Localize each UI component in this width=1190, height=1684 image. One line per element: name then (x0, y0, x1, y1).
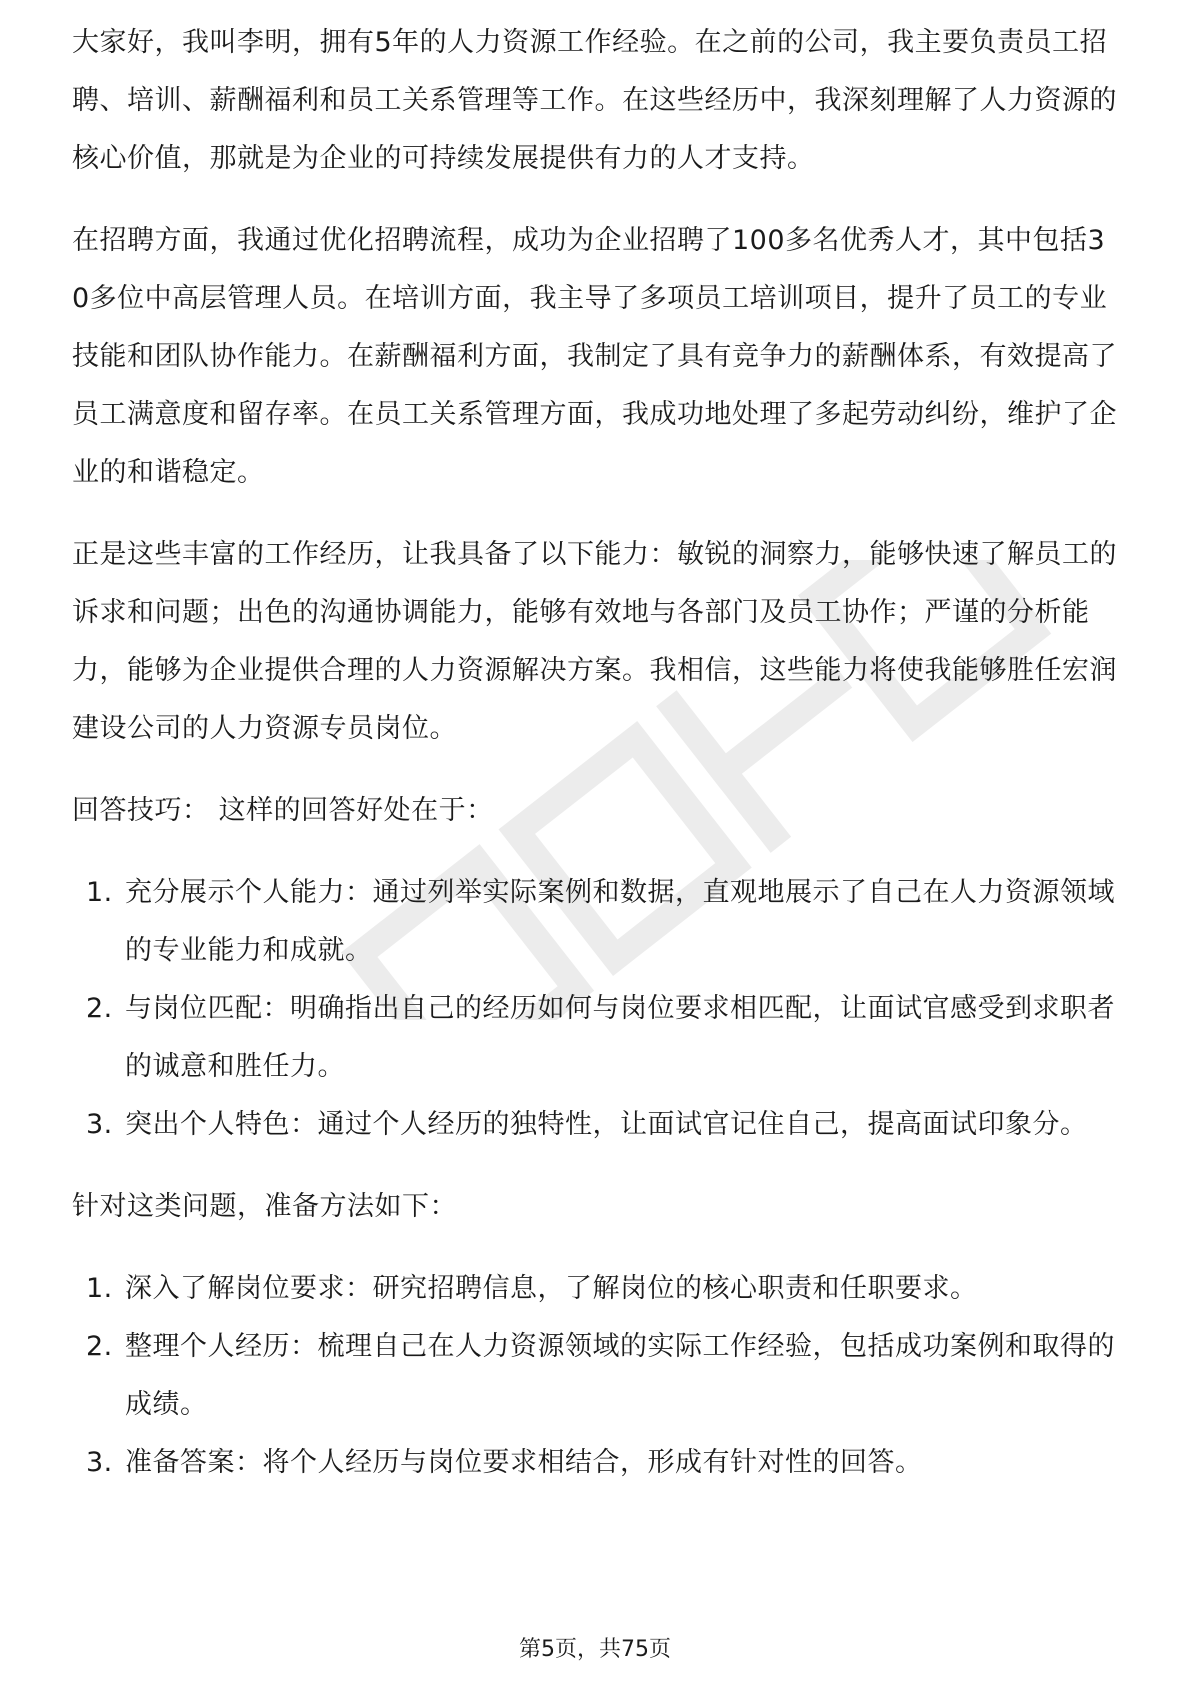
experience-paragraph: 在招聘方面，我通过优化招聘流程，成功为企业招聘了100多名优秀人才，其中包括30多位中高层管理人员。在培训方面，我主导了多项员工培训项目，提升了员工的专业技能和团队协作能力。在薪酬福利方面，我制定了具有竞争力的薪酬体系，有效提高了员工满意度和留存率。在员工关系管理方面，我成功地处理了多起劳动纠纷，维护了企业的和谐稳定。 (72, 225, 1117, 488)
abilities-paragraph: 正是这些丰富的工作经历，让我具备了以下能力：敏锐的洞察力，能够快速了解员工的诉求和问题；出色的沟通协调能力，能够有效地与各部门及员工协作；严谨的分析能力，能够为企业提供合理的人力资源解决方案。我相信，这些能力将使我能够胜任宏润建设公司的人力资源专员岗位。 (72, 539, 1117, 744)
tips-list (72, 864, 1120, 1154)
list-item-text: 深入了解岗位要求：研究招聘信息，了解岗位的核心职责和任职要求。 (125, 1273, 978, 1304)
list-number: 1. (86, 1273, 113, 1304)
list-item (72, 1260, 1120, 1318)
page-footer: 第5页，共75页 (519, 1637, 671, 1662)
list-item (72, 1434, 1120, 1492)
document-body (72, 20, 1120, 1516)
list-item-text: 整理个人经历：梳理自己在人力资源领域的实际工作经验，包括成功案例和取得的成绩。 (125, 1331, 1115, 1420)
list-number: 3. (86, 1447, 113, 1478)
list-item-text: 与岗位匹配：明确指出自己的经历如何与岗位要求相匹配，让面试官感受到求职者的诚意和胜任力。 (125, 993, 1115, 1082)
list-number: 3. (86, 1109, 113, 1140)
list-number: 1. (86, 877, 113, 908)
list-item-text: 准备答案：将个人经历与岗位要求相结合，形成有针对性的回答。 (125, 1447, 923, 1478)
intro-paragraph: 大家好，我叫李明，拥有5年的人力资源工作经验。在之前的公司，我主要负责员工招聘、培训、薪酬福利和员工关系管理等工作。在这些经历中，我深刻理解了人力资源的核心价值，那就是为企业的可持续发展提供有力的人才支持。 (72, 27, 1117, 174)
list-item (72, 980, 1120, 1096)
prep-heading: 针对这类问题，准备方法如下： (72, 1191, 457, 1222)
list-item-text: 突出个人特色：通过个人经历的独特性，让面试官记住自己，提高面试印象分。 (125, 1109, 1088, 1140)
list-item (72, 1318, 1120, 1434)
list-item (72, 1096, 1120, 1154)
list-item (72, 864, 1120, 980)
list-item-text: 充分展示个人能力：通过列举实际案例和数据，直观地展示了自己在人力资源领域的专业能力和成就。 (125, 877, 1115, 966)
list-number: 2. (86, 1331, 113, 1362)
list-number: 2. (86, 993, 113, 1024)
tips-heading: 回答技巧： 这样的回答好处在于： (72, 795, 494, 826)
prep-list (72, 1260, 1120, 1492)
